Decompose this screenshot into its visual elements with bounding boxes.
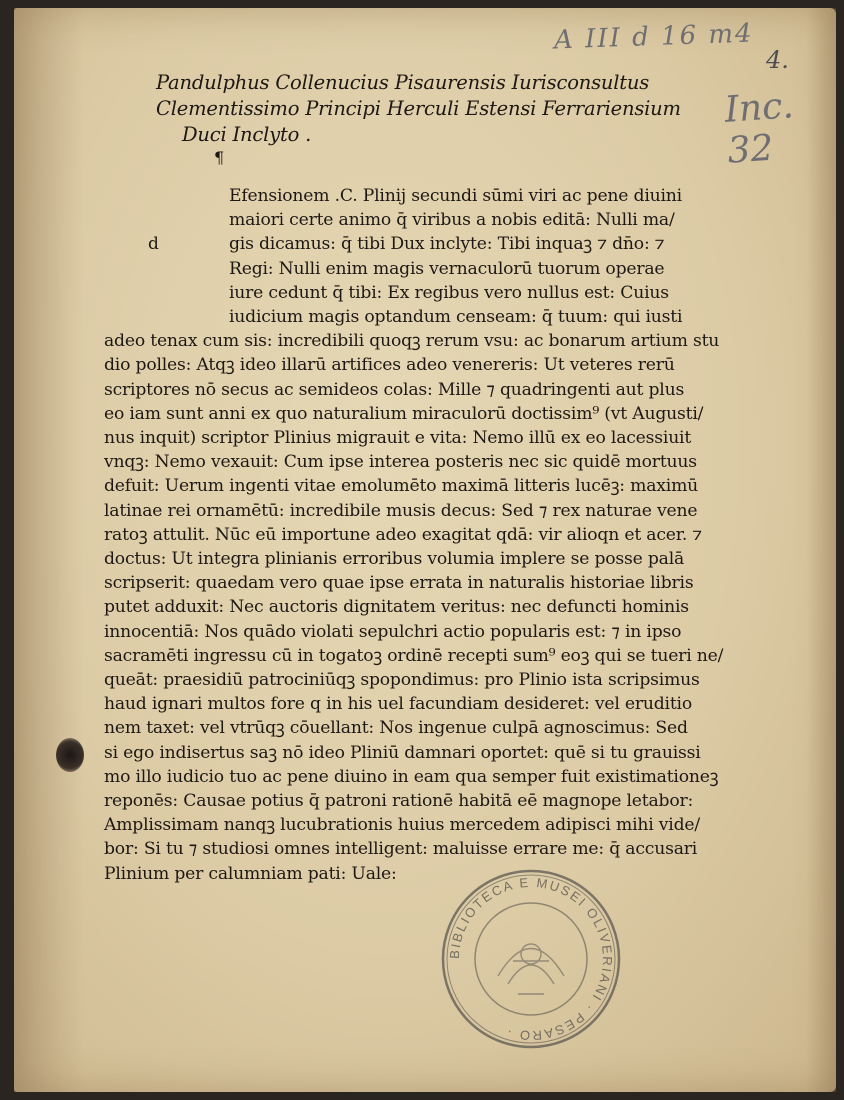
body-line: Efensionem .C. Plinij secundi sūmi viri ac pene diuini	[229, 186, 682, 206]
shelfmark-annotation: A III d 16 m4	[553, 18, 755, 56]
body-line: mo illo iudicio tuo ac pene diuino in eam qua semper fuit existimationeꝫ	[104, 766, 719, 787]
library-stamp	[438, 866, 624, 1052]
body-line: defuit: Uerum ingenti vitae emolumēto maximā litteris lucēꝫ: maximū	[104, 476, 699, 497]
initial-guide-letter: d	[148, 234, 159, 254]
heading-line-3: Duci Inclyto .	[182, 123, 312, 146]
body-line: vnqꝫ: Nemo vexauit: Cum ipse interea posteris nec sic quidē mortuus	[104, 452, 697, 473]
body-line: ratoꝫ attulit. Nūc eū importune adeo exagitat qdā: vir alioqn et acer. ⁊	[104, 524, 703, 545]
body-line: innocentiā: Nos quādo violati sepulchri actio popularis est: ⁊ in ipso	[104, 621, 682, 642]
body-line: Amplissimam nanqꝫ lucubrationis huius mercedem adipisci mihi vide/	[104, 815, 700, 836]
body-line: reponēs: Causae potius q̄ patroni rationē habitā eē magnope letabor:	[104, 791, 694, 812]
body-line: Plinium per calumniam pati: Uale:	[104, 863, 397, 884]
heading-line-1: Pandulphus Collenucius Pisaurensis Iurisconsultus	[156, 71, 650, 94]
body-line: haud ignari multos fore q in his uel facundiam desideret: vel eruditio	[104, 694, 692, 715]
body-line: bor: Si tu ⁊ studiosi omnes intelligent: maluisse errare me: q̄ accusari	[104, 839, 698, 860]
body-line: Regi: Nulli enim magis vernaculorū tuorum operae	[229, 258, 665, 279]
dedication-heading	[156, 70, 681, 148]
body-line: iure cedunt q̄ tibi: Ex regibus vero nullus est: Cuius	[229, 282, 669, 303]
body-line: scripserit: quaedam vero quae ipse errata in naturalis historiae libris	[104, 573, 694, 594]
body-line: latinae rei ornamētū: incredibile musis decus: Sed ⁊ rex naturae vene	[104, 500, 698, 521]
body-line: doctus: Ut integra plinianis erroribus volumia implere se posse palā	[104, 549, 685, 570]
body-line: iudicium magis optandum censeam: q̄ tuum: qui iusti	[229, 307, 683, 328]
body-line: nem taxet: vel vtrūqꝫ cōuellant: Nos ingenue culpā agnoscimus: Sed	[104, 718, 688, 739]
body-line: putet adduxit: Nec auctoris dignitatem veritus: nec defuncti hominis	[104, 597, 689, 618]
body-line: dio polles: Atqꝫ ideo illarū artifices adeo venereris: Ut veteres rerū	[104, 355, 675, 376]
manuscript-page	[14, 8, 836, 1092]
body-line: eo iam sunt anni ex quo naturalium miraculorū doctissim⁹ (vt Augusti/	[104, 403, 704, 424]
body-line: sacramēti ingressu cū in togatoꝫ ordinē recepti sum⁹ eoꝫ qui se tueri ne/	[104, 645, 724, 666]
body-line: gis dicamus: q̄ tibi Dux inclyte: Tibi inquaꝫ ⁊ dn̄o: ⁊	[229, 234, 665, 255]
letter-body	[14, 184, 723, 886]
body-line: nus inquit) scriptor Plinius migrauit e vita: Nemo illū ex eo lacessiuit	[104, 428, 692, 449]
body-line: scriptores nō secus ac semideos colas: Mille ⁊ quadringenti aut plus	[104, 379, 685, 400]
stamp-text: BIBLIOTECA E MUSEI OLIVERIANI · PESARO ·	[446, 874, 616, 1044]
body-line: maiori certe animo q̄ viribus a nobis editā: Nulli ma/	[229, 210, 675, 231]
heading-line-2: Clementissimo Principi Herculi Estensi Ferrariensium	[156, 97, 681, 120]
body-line: si ego indisertus saꝫ nō ideo Pliniū damnari oportet: quē si tu grauissi	[104, 742, 701, 763]
folio-number-annotation: 4.	[766, 46, 789, 74]
incunable-number-annotation: Inc. 32	[723, 85, 795, 172]
body-line: queāt: praesidiū patrociniūqꝫ spopondimus: pro Plinio ista scripsimus	[104, 670, 700, 691]
body-line: adeo tenax cum sis: incredibili quoqꝫ rerum vsu: ac bonarum artium stu	[104, 331, 720, 352]
paragraph-mark: ¶	[214, 148, 224, 167]
stamp-emblem	[498, 944, 564, 994]
